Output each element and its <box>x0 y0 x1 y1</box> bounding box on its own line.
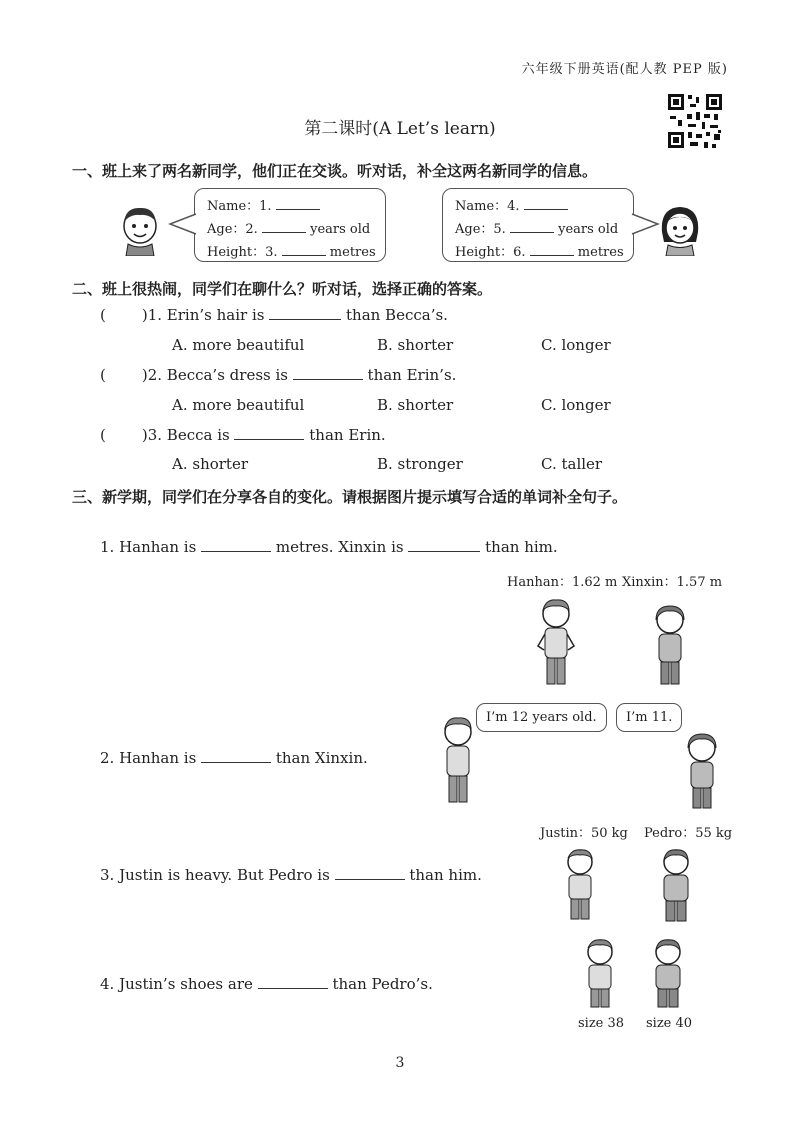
new-student-card-right <box>442 188 634 262</box>
justin-figure-2 <box>580 938 620 1012</box>
answer-paren-open: ( <box>100 306 106 324</box>
question-2-3 <box>100 426 386 444</box>
pedro-figure-2 <box>648 938 688 1012</box>
section-1-heading: 一、班上来了两名新同学，他们正在交谈。听对话，补全这两名新同学的信息。 <box>72 162 598 180</box>
answer-blank-3-1b[interactable] <box>408 538 480 552</box>
question-blank[interactable] <box>234 426 304 440</box>
q3-2-part-b: than Xinxin. <box>275 749 368 767</box>
answer-blank-1[interactable] <box>276 196 320 210</box>
section-2-heading: 二、班上很热闹，同学们在聊什么？听对话，选择正确的答案。 <box>72 280 493 298</box>
option-a[interactable]: A. more beautiful <box>172 396 305 414</box>
question-2-1 <box>100 306 448 324</box>
section-3-heading: 三、新学期，同学们在分享各自的变化。请根据图片提示填写合适的单词补全句子。 <box>72 488 628 506</box>
option-b[interactable]: B. stronger <box>377 455 463 473</box>
answer-blank-2[interactable] <box>262 219 306 233</box>
card-left-height-label: Height：3. <box>207 245 278 260</box>
pedro-figure <box>656 848 696 924</box>
answer-paren-open: ( <box>100 366 106 384</box>
q3-2-part-a: 2. Hanhan is <box>100 749 197 767</box>
option-a[interactable]: A. shorter <box>172 455 249 473</box>
caption-pedro-shoe-size: size 40 <box>646 1016 693 1031</box>
hanhan-figure-2 <box>438 716 478 808</box>
card-left-height-unit: metres <box>329 245 376 260</box>
speech-bubble-left: I’m 12 years old. <box>476 703 607 732</box>
option-c[interactable]: C. longer <box>541 336 611 354</box>
question-text: )1. Erin’s hair is <box>141 306 265 324</box>
card-left-name-label: Name：1. <box>207 199 272 214</box>
q3-3-part-b: than him. <box>409 866 482 884</box>
speech-bubble-right: I’m 11. <box>616 703 682 732</box>
card-right-height-label: Height：6. <box>455 245 526 260</box>
card-right-age-unit: years old <box>558 222 619 237</box>
question-2-2 <box>100 366 456 384</box>
card-left-age-label: Age：2. <box>207 222 258 237</box>
question-3-2 <box>100 749 368 767</box>
question-3-1 <box>100 538 558 556</box>
lesson-title: 第二课时(A Let’s learn) <box>304 119 496 139</box>
question-blank[interactable] <box>269 306 341 320</box>
caption-justin-shoe-size: size 38 <box>578 1016 625 1031</box>
answer-blank-3-2[interactable] <box>201 749 271 763</box>
card-right-age-label: Age：5. <box>455 222 506 237</box>
question-3-4 <box>100 975 433 993</box>
answer-blank-3-4[interactable] <box>258 975 328 989</box>
answer-blank-5[interactable] <box>510 219 554 233</box>
question-text: )3. Becca is <box>141 426 230 444</box>
page-number: 3 <box>395 1055 405 1071</box>
question-blank[interactable] <box>293 366 363 380</box>
q3-4-part-a: 4. Justin’s shoes are <box>100 975 253 993</box>
justin-figure <box>560 848 600 922</box>
question-text: )2. Becca’s dress is <box>141 366 288 384</box>
answer-blank-4[interactable] <box>524 196 568 210</box>
question-tail: than Erin. <box>309 426 386 444</box>
question-tail: than Erin’s. <box>367 366 457 384</box>
caption-pedro-weight: Pedro：55 kg <box>644 826 733 841</box>
question-3-3 <box>100 866 482 884</box>
option-c[interactable]: C. longer <box>541 396 611 414</box>
answer-blank-3[interactable] <box>282 242 326 256</box>
caption-hanhan-height: Hanhan：1.62 m <box>507 575 618 590</box>
card-left-age-unit: years old <box>310 222 371 237</box>
option-b[interactable]: B. shorter <box>377 396 454 414</box>
q3-3-part-a: 3. Justin is heavy. But Pedro is <box>100 866 330 884</box>
girl-avatar <box>656 204 704 256</box>
option-a[interactable]: A. more beautiful <box>172 336 305 354</box>
answer-paren-open: ( <box>100 426 106 444</box>
hanhan-figure <box>536 598 576 690</box>
option-b[interactable]: B. shorter <box>377 336 454 354</box>
boy-avatar <box>116 204 164 256</box>
new-student-card-left <box>194 188 386 262</box>
xinxin-figure <box>650 604 690 688</box>
answer-blank-3-3[interactable] <box>335 866 405 880</box>
bubble-tail-left <box>168 212 198 236</box>
q3-4-part-b: than Pedro’s. <box>332 975 433 993</box>
answer-blank-3-1a[interactable] <box>201 538 271 552</box>
card-right-name-label: Name：4. <box>455 199 520 214</box>
caption-justin-weight: Justin：50 kg <box>540 826 628 841</box>
book-header: 六年级下册英语(配人教 PEP 版) <box>521 62 728 77</box>
q3-1-part-a: 1. Hanhan is <box>100 538 197 556</box>
xinxin-figure-2 <box>682 732 722 812</box>
answer-blank-6[interactable] <box>530 242 574 256</box>
option-c[interactable]: C. taller <box>541 455 603 473</box>
question-tail: than Becca’s. <box>346 306 448 324</box>
caption-xinxin-height: Xinxin：1.57 m <box>622 575 723 590</box>
card-right-height-unit: metres <box>577 245 624 260</box>
q3-1-part-b: metres. Xinxin is <box>275 538 404 556</box>
q3-1-part-c: than him. <box>485 538 558 556</box>
